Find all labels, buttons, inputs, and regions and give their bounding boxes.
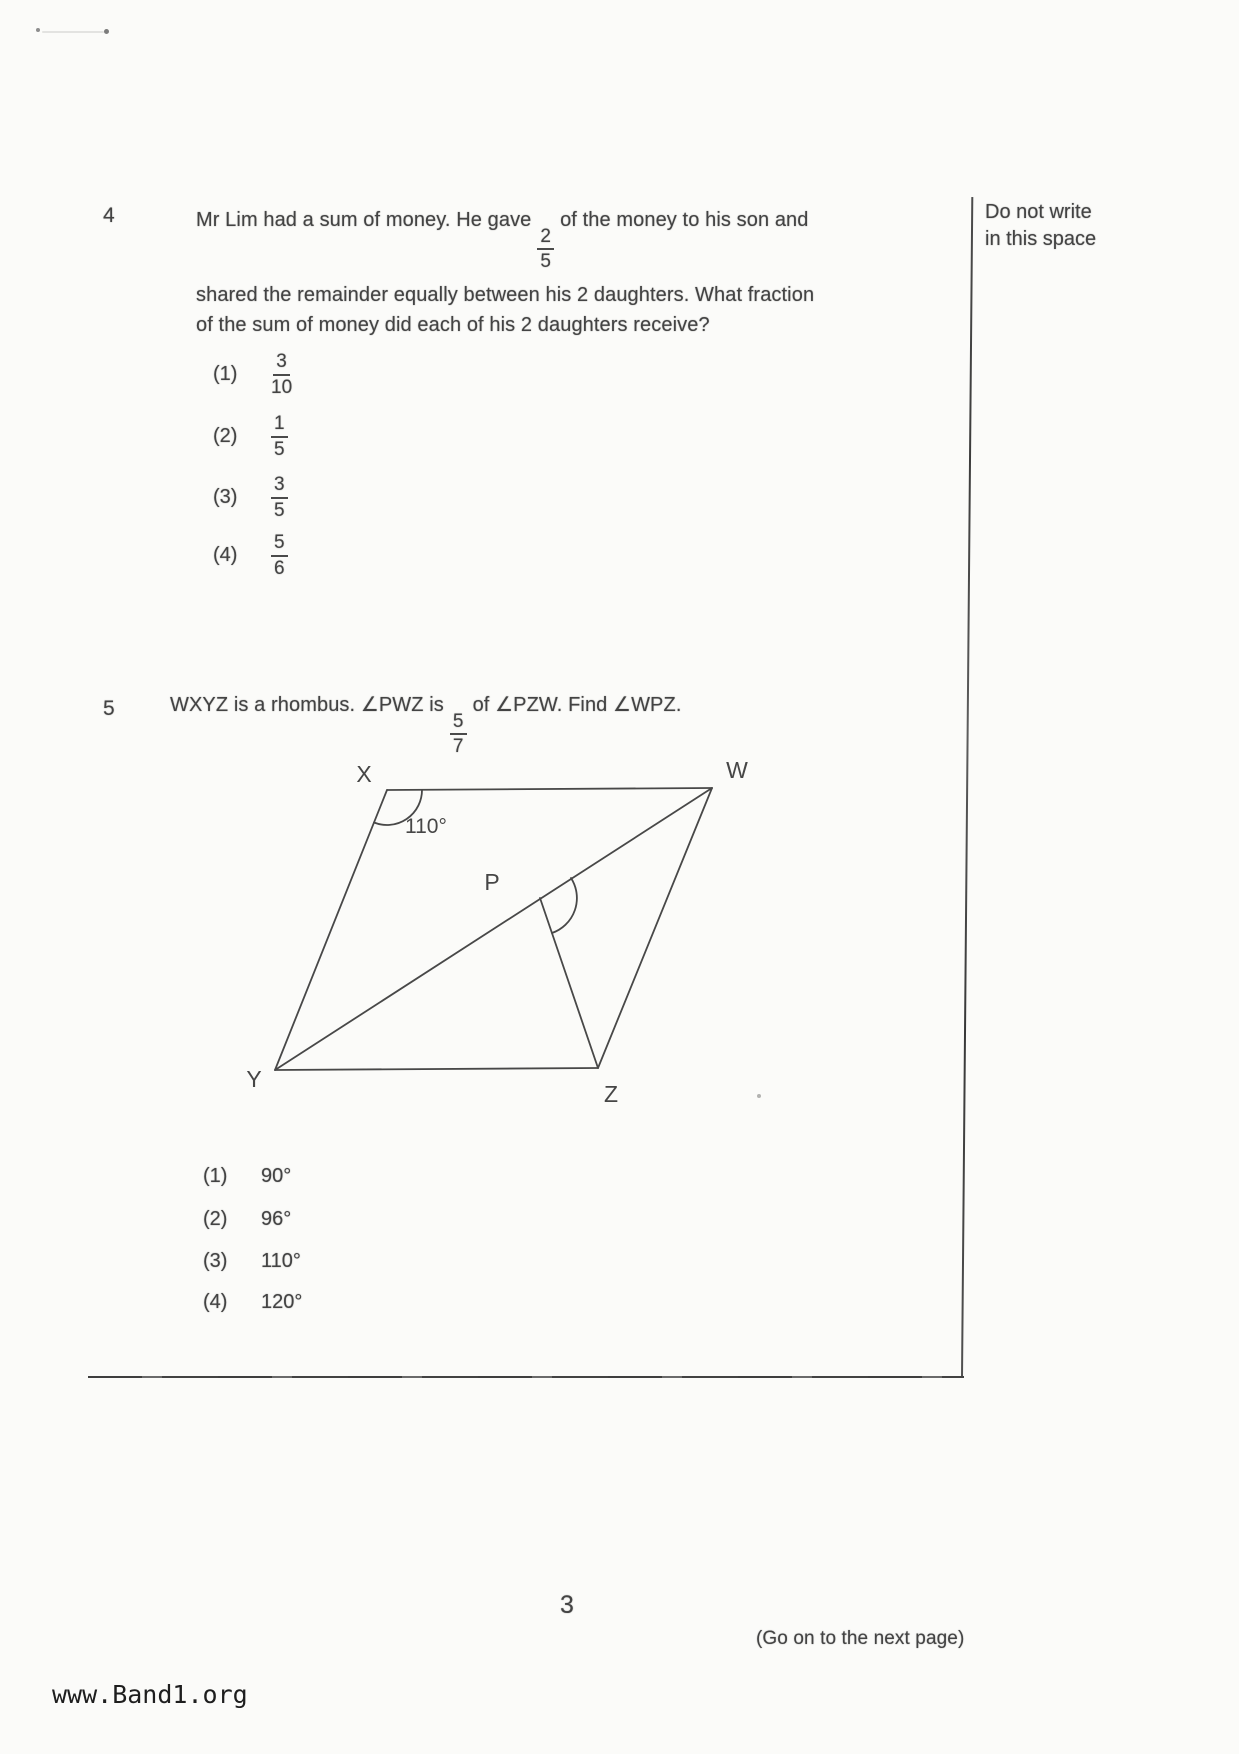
q4-option-1: [213, 352, 292, 398]
option-label: (4): [203, 1291, 228, 1313]
question-5-text-after: of ∠PZW. Find ∠WPZ.: [472, 694, 682, 716]
q4-option-4: [213, 533, 288, 579]
option-label: (1): [203, 1165, 228, 1187]
question-4-line1-after: of the money to his son and: [560, 209, 809, 231]
angle-label-110: 110°: [405, 815, 447, 838]
option-fraction: $\frac{3}{5}$: [271, 475, 288, 521]
fraction-5-7: $\frac{5}{7}$: [450, 712, 467, 757]
vertex-label-X: X: [356, 761, 372, 787]
vertex-label-W: W: [726, 757, 748, 783]
option-fraction: $\frac{5}{6}$: [271, 533, 288, 579]
q5-option-3: [203, 1250, 301, 1273]
q4-option-2: [213, 414, 288, 460]
segment-PZ: [540, 898, 598, 1068]
vertex-label-Y: Y: [246, 1066, 262, 1092]
q5-option-2: [203, 1208, 291, 1231]
question-5-number: 5: [103, 697, 115, 720]
option-label: (1): [213, 363, 238, 385]
q5-option-1: [203, 1165, 291, 1188]
option-value: 96°: [261, 1208, 292, 1230]
edge-ZY: [275, 1068, 598, 1070]
option-label: (3): [203, 1250, 228, 1272]
option-label: (4): [213, 544, 238, 566]
option-label: (2): [203, 1208, 228, 1230]
margin-note: [985, 199, 1096, 253]
option-label: (2): [213, 425, 238, 447]
rhombus-diagram: [220, 745, 780, 1115]
angle-arc-P: [552, 878, 577, 933]
page-number: 3: [560, 1591, 574, 1619]
question-4-line2: shared the remainder equally between his 2 daughters. What fraction: [196, 283, 815, 306]
margin-note-line1: Do not write: [985, 201, 1092, 223]
question-4-line3: of the sum of money did each of his 2 daughters receive?: [196, 313, 710, 336]
fraction-2-5: $\frac{2}{5}$: [537, 227, 554, 272]
vertex-label-Z: Z: [603, 1081, 619, 1107]
question-4-line1-before: Mr Lim had a sum of money. He gave: [196, 209, 532, 231]
margin-note-line2: in this space: [985, 228, 1097, 250]
section-bottom-rule: [88, 1376, 964, 1378]
website-watermark: www.Band1.org: [52, 1680, 248, 1709]
edge-WZ: [598, 788, 712, 1068]
scan-speck: [42, 31, 104, 33]
edge-YX: [275, 790, 387, 1070]
option-fraction: $\frac{3}{10}$: [271, 351, 293, 398]
continue-note: (Go on to the next page): [756, 1628, 965, 1649]
scan-speck: [104, 29, 109, 34]
q4-option-3: [213, 475, 288, 521]
question-5-text-before: WXYZ is a rhombus. ∠PWZ is: [170, 694, 444, 716]
q5-option-4: [203, 1291, 302, 1314]
point-label-P: P: [484, 869, 500, 895]
option-value: 120°: [261, 1291, 303, 1313]
diagonal-YW: [275, 788, 712, 1070]
option-value: 110°: [261, 1250, 301, 1272]
margin-vertical-rule: [961, 197, 973, 1377]
scan-speck: [36, 28, 40, 32]
option-fraction: $\frac{1}{5}$: [271, 414, 288, 460]
option-value: 90°: [261, 1165, 292, 1187]
option-label: (3): [213, 486, 238, 508]
question-4-text: [196, 205, 864, 340]
question-4-line1: [196, 205, 864, 272]
question-4-number: 4: [103, 204, 115, 227]
edge-XW: [387, 788, 712, 790]
